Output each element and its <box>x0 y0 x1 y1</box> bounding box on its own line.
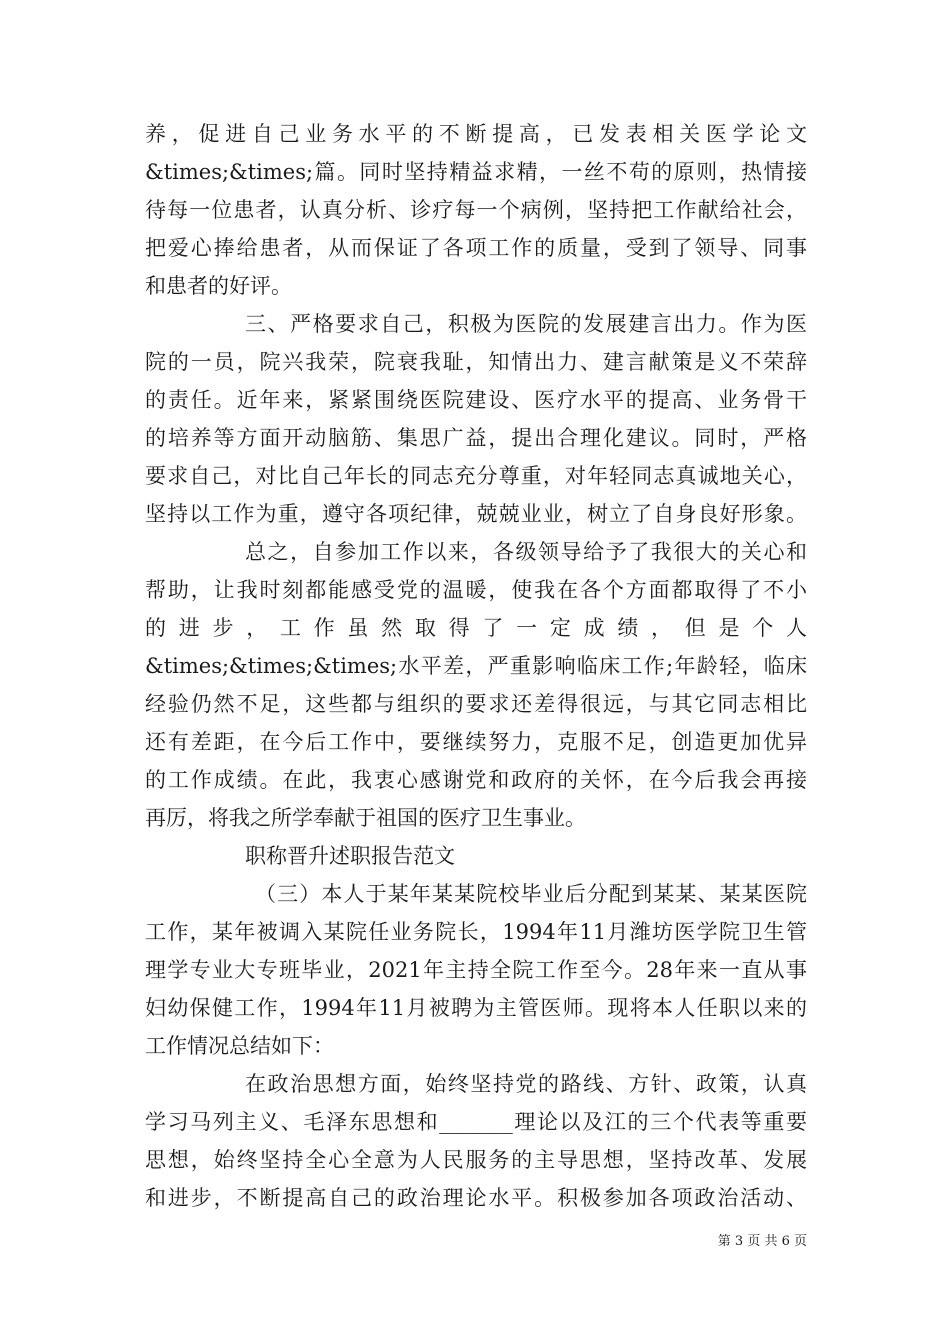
text-line: 理学专业大专班毕业，2021年主持全院工作至今。28年来一直从事 <box>145 958 807 982</box>
text-line: 妇幼保健工作，1994年11月被聘为主管医师。现将本人任职以来的 <box>145 996 807 1020</box>
text-line: 把爱心捧给患者，从而保证了各项工作的质量，受到了领导、同事 <box>145 236 807 260</box>
text-line: 要求自己，对比自己年长的同志充分尊重，对年轻同志真诚地关心， <box>145 464 807 488</box>
paragraph-start-line: 三、严格要求自己，积极为医院的发展建言出力。作为医 <box>245 312 807 336</box>
text-line: 待每一位患者，认真分析、诊疗每一个病例，坚持把工作献给社会， <box>145 198 807 222</box>
text-line: 工作，某年被调入某院任业务院长，1994年11月潍坊医学院卫生管 <box>145 920 807 944</box>
text-line: 思想，始终坚持全心全意为人民服务的主导思想，坚持改革、发展 <box>145 1148 807 1172</box>
text-line: 坚持以工作为重，遵守各项纪律，兢兢业业，树立了自身良好形象。 <box>145 502 807 526</box>
text-line: 院的一员，院兴我荣，院衰我耻，知情出力、建言献策是义不荣辞 <box>145 350 807 374</box>
paragraph-start-line: 总之，自参加工作以来，各级领导给予了我很大的关心和 <box>245 540 807 564</box>
section-heading: 职称晋升述职报告范文 <box>245 844 455 868</box>
text-line: 经验仍然不足，这些都与组织的要求还差得很远，与其它同志相比 <box>145 692 807 716</box>
text-line: 帮助，让我时刻都能感受党的温暖，使我在各个方面都取得了不小 <box>145 578 807 602</box>
text-line: 的责任。近年来，紧紧围绕医院建设、医疗水平的提高、业务骨干 <box>145 388 807 412</box>
text-line: 学习马列主义、毛泽东思想和_______理论以及江的三个代表等重要 <box>145 1110 807 1134</box>
text-line: 再厉，将我之所学奉献于祖国的医疗卫生事业。 <box>145 806 586 830</box>
text-line: &times;&times;篇。同时坚持精益求精，一丝不苟的原则，热情接 <box>145 160 807 184</box>
text-line: 的培养等方面开动脑筋、集思广益，提出合理化建议。同时，严格 <box>145 426 807 450</box>
page-number-footer: 第 3 页 共 6 页 <box>717 1234 807 1249</box>
text-line: 和患者的好评。 <box>145 274 292 298</box>
text-line: 还有差距，在今后工作中，要继续努力，克服不足，创造更加优异 <box>145 730 807 754</box>
text-line: &times;&times;&times;水平差，严重影响临床工作;年龄轻，临床 <box>145 654 807 678</box>
paragraph-start-line: （三）本人于某年某某院校毕业后分配到某某、某某医院 <box>255 882 807 906</box>
text-line: 和进步，不断提高自己的政治理论水平。积极参加各项政治活动、 <box>145 1186 807 1210</box>
text-line: 工作情况总结如下： <box>145 1034 334 1058</box>
text-line: 的进步，工作虽然取得了一定成绩，但是个人 <box>145 616 807 640</box>
text-line: 的工作成绩。在此，我衷心感谢党和政府的关怀，在今后我会再接 <box>145 768 807 792</box>
paragraph-start-line: 在政治思想方面，始终坚持党的路线、方针、政策，认真 <box>245 1072 807 1096</box>
text-line: 养，促进自己业务水平的不断提高，已发表相关医学论文 <box>145 122 807 146</box>
